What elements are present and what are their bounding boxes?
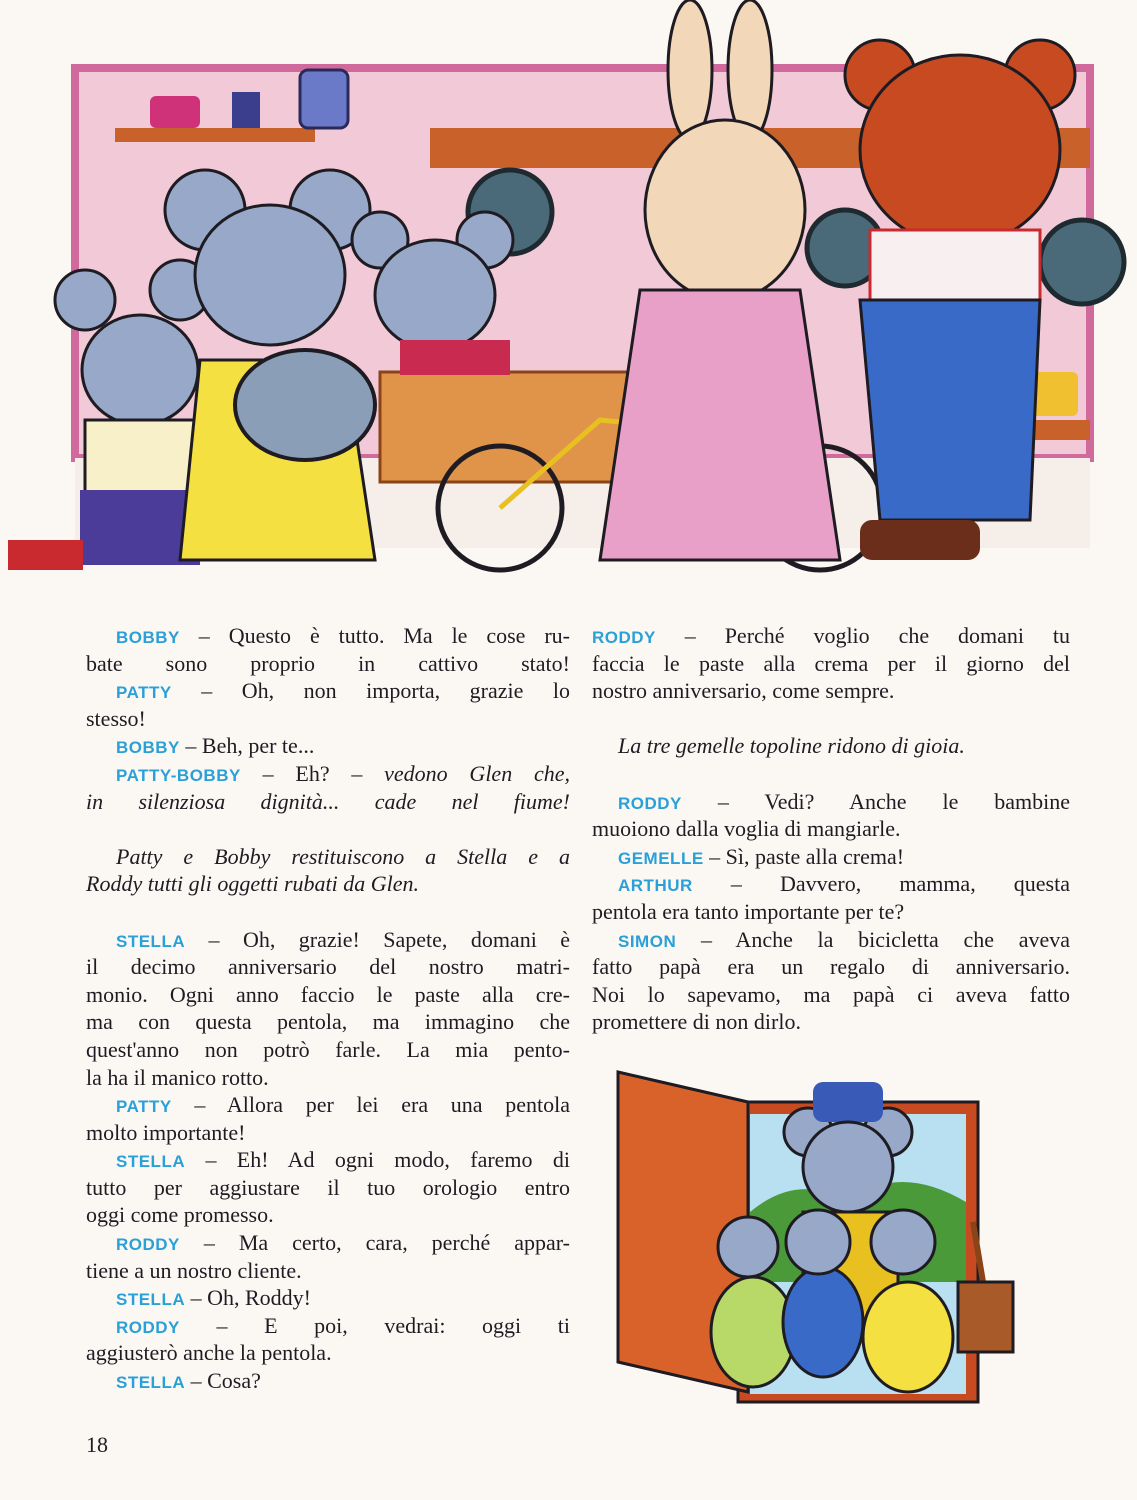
text-line: nostro anniversario, come sempre.: [592, 678, 895, 704]
speaker-name: STELLA: [116, 1152, 186, 1172]
twin-mice-hugging: [711, 1210, 953, 1392]
speaker-name: PATTY: [116, 683, 172, 703]
hanging-pan-3: [1040, 220, 1124, 304]
mouse-family-doorway-illustration: [598, 1062, 1018, 1442]
kitchen-scene-illustration: [0, 0, 1137, 598]
text-line: pentola era tanto importante per te?: [592, 898, 905, 924]
speaker-name: RODDY: [592, 628, 656, 647]
narration-line: Roddy tutti gli oggetti rubati da Glen.: [86, 871, 420, 897]
jar-red: [150, 96, 200, 128]
dialogue-line: RODDY – Vedi? Anche le bambine: [618, 788, 1070, 814]
text-line: la ha il manico rotto.: [86, 1064, 269, 1090]
speaker-name: BOBBY: [116, 628, 180, 647]
dialogue-line: ARTHUR – Davvero, mamma, questa: [618, 871, 1070, 897]
dialogue-line: PATTY – Oh, non importa, grazie lo: [116, 678, 570, 704]
text-line: aggiusterò anche la pentola.: [86, 1340, 332, 1366]
text-line: ma con questa pentola, ma immagino che: [86, 1009, 570, 1035]
speaker-name: STELLA: [116, 931, 186, 951]
speaker-name: PATTY: [116, 1097, 172, 1117]
narration-line: La tre gemelle topoline ridono di gioia.: [618, 733, 965, 759]
speaker-name: RODDY: [116, 1317, 180, 1337]
wall-shelf: [115, 128, 315, 142]
dialogue-line: BOBBY – Questo è tutto. Ma le cose ru-: [116, 623, 570, 648]
stage-direction-line: in silenziosa dignità... cade nel fiume!: [86, 788, 570, 814]
text-line: tutto per aggiustare il tuo orologio entro: [86, 1174, 570, 1200]
speaker-name: PATTY-BOBBY: [116, 765, 241, 785]
text-line: il decimo anniversario del nostro matri-: [86, 954, 570, 980]
text-line: stesso!: [86, 705, 146, 731]
text-line: quest'anno non potrò farle. La mia pento-: [86, 1036, 570, 1062]
speaker-name: ARTHUR: [618, 876, 693, 896]
text-line: bate sono proprio in cattivo stato!: [86, 650, 570, 676]
speaker-name: RODDY: [116, 1235, 180, 1255]
dialogue-line: STELLA – Cosa?: [116, 1368, 261, 1394]
speaker-name: STELLA: [116, 1290, 186, 1310]
dialogue-line: RODDY – Perché voglio che domani tu: [592, 623, 1070, 648]
speaker-name: GEMELLE: [618, 848, 704, 868]
jar-large: [300, 70, 348, 128]
speaker-name: RODDY: [618, 793, 682, 813]
dialogue-line: STELLA – Eh! Ad ogni modo, faremo di: [116, 1147, 570, 1173]
text-line: muoiono dalla voglia di mangiarle.: [592, 816, 901, 842]
text-line: faccia le paste alla crema per il giorno del: [592, 650, 1070, 676]
narration-line: Patty e Bobby restituiscono a Stella e a: [116, 843, 570, 869]
text-line: monio. Ogni anno faccio le paste alla cre-: [86, 981, 570, 1007]
text-line: oggi come promesso.: [86, 1202, 274, 1228]
dialogue-line: PATTY-BOBBY – Eh? – vedono Glen che,: [116, 760, 571, 786]
dialogue-line: SIMON – Anche la bicicletta che aveva: [618, 926, 1070, 952]
text-line: tiene a un nostro cliente.: [86, 1257, 302, 1283]
dialogue-line: RODDY – E poi, vedrai: oggi ti: [116, 1312, 570, 1338]
blue-cap: [813, 1082, 883, 1122]
speaker-name: BOBBY: [116, 738, 180, 758]
dialogue-line: PATTY – Allora per lei era una pentola: [116, 1092, 570, 1118]
speaker-name: SIMON: [618, 931, 677, 951]
toy-wagon: [8, 540, 83, 570]
text-line: promettere di non dirlo.: [592, 1009, 801, 1035]
left-text-column: [86, 622, 571, 1395]
text-line: Noi lo sapevamo, ma papà ci aveva fatto: [592, 981, 1070, 1007]
dialogue-line: RODDY – Ma certo, cara, perché appar-: [116, 1230, 570, 1256]
dialogue-line: BOBBY – Beh, per te...: [116, 733, 315, 759]
dialogue-line: STELLA – Oh, grazie! Sapete, domani è: [116, 926, 570, 952]
speaker-name: STELLA: [116, 1373, 186, 1393]
text-line: molto importante!: [86, 1119, 246, 1145]
jar-blue: [232, 92, 260, 128]
text-line: fatto papà era un regalo di anniversario.: [592, 954, 1070, 980]
right-text-column: [592, 622, 1070, 1036]
dialogue-line: GEMELLE – Sì, paste alla crema!: [618, 843, 905, 869]
pot-held: [235, 350, 375, 460]
dialogue-line: STELLA – Oh, Roddy!: [116, 1285, 311, 1311]
page-number: 18: [86, 1432, 108, 1457]
